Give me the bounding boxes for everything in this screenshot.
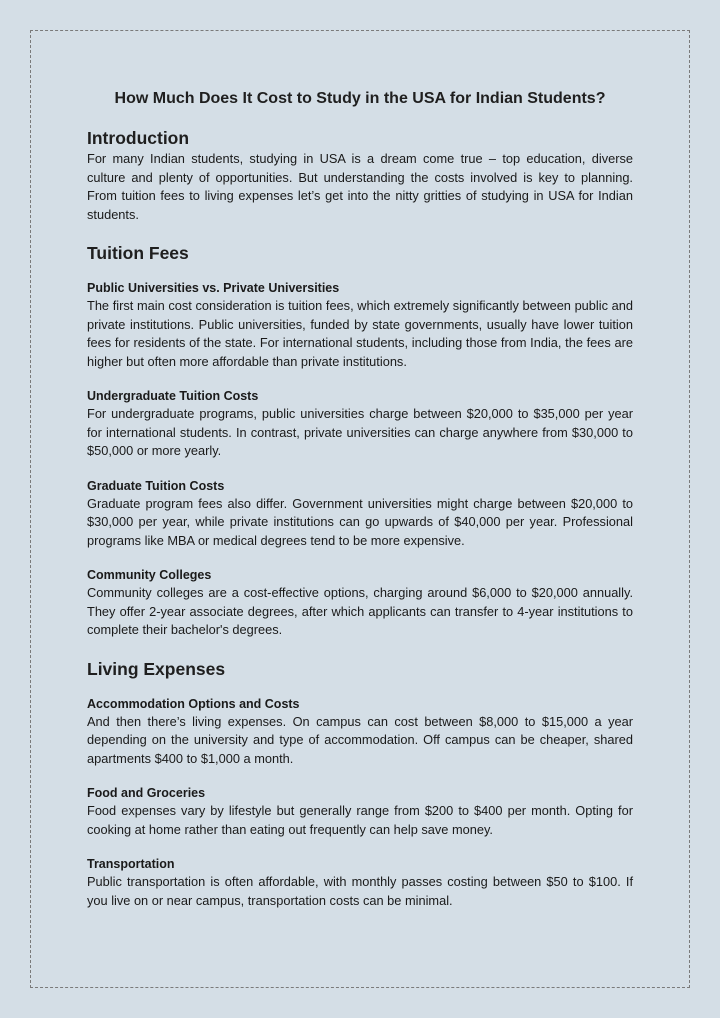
food-heading: Food and Groceries [87, 786, 206, 800]
undergraduate-text: For undergraduate programs, public universities charge between $20,000 to $35,000 per year for international students. In contrast, private universities can charge anywhere from $30,000 to $50,000 or more yearly. [87, 406, 633, 458]
introduction-text: For many Indian students, studying in USA is a dream come true – top education, diverse culture and plenty of opportunities. But understanding the costs involved is key to planning. From tuition fees to living expenses let’s get into the nitty gritties of studying in USA for Indian students. [87, 151, 633, 222]
living-heading: Living Expenses [87, 658, 226, 679]
food-text: Food expenses vary by lifestyle but generally range from $200 to $400 per month. Opting for cooking at home rather than eating out frequently can help save money. [87, 803, 633, 837]
public-vs-private-heading: Public Universities vs. Private Universities [87, 281, 340, 295]
page-title: How Much Does It Cost to Study in the USA for Indian Students? [114, 90, 606, 107]
graduate-heading: Graduate Tuition Costs [87, 478, 225, 493]
living-section [87, 658, 633, 911]
accommodation-heading: Accommodation Options and Costs [87, 696, 300, 711]
document-body [87, 88, 633, 910]
tuition-heading: Tuition Fees [87, 243, 189, 263]
community-colleges-heading: Community Colleges [87, 568, 212, 582]
introduction-section [87, 127, 633, 224]
public-vs-private-text: The first main cost consideration is tuition fees, which extremely significantly between public and private institutions. Public universities, funded by state governments, usually have lower tuition fees for residents of the state. For international students, including those from India, the fees are higher but often more affordable than private institutions. [87, 298, 633, 369]
transportation-heading: Transportation [87, 857, 175, 871]
accommodation-text: And then there’s living expenses. On campus can cost between $8,000 to $15,000 a year depending on the university and type of accommodation. Off campus can be cheaper, shared apartments $400 to $1,000 a month. [87, 713, 633, 766]
tuition-section [87, 242, 633, 640]
undergraduate-heading: Undergraduate Tuition Costs [87, 389, 259, 403]
introduction-heading: Introduction [87, 128, 190, 148]
graduate-text: Graduate program fees also differ. Government universities might charge between $20,000 to $30,000 per year, while private institutions can go upwards of $40,000 per year. Professional programs like MBA or medical degrees tend to be more expensive. [87, 495, 633, 548]
community-colleges-text: Community colleges are a cost-effective options, charging around $6,000 to $20,000 annually. They offer 2-year associate degrees, after which applicants can transfer to 4-year institutions to complete their bachelor's degrees. [87, 585, 633, 637]
transportation-text: Public transportation is often affordable, with monthly passes costing between $50 to $100. If you live on or near campus, transportation costs can be minimal. [87, 874, 633, 908]
